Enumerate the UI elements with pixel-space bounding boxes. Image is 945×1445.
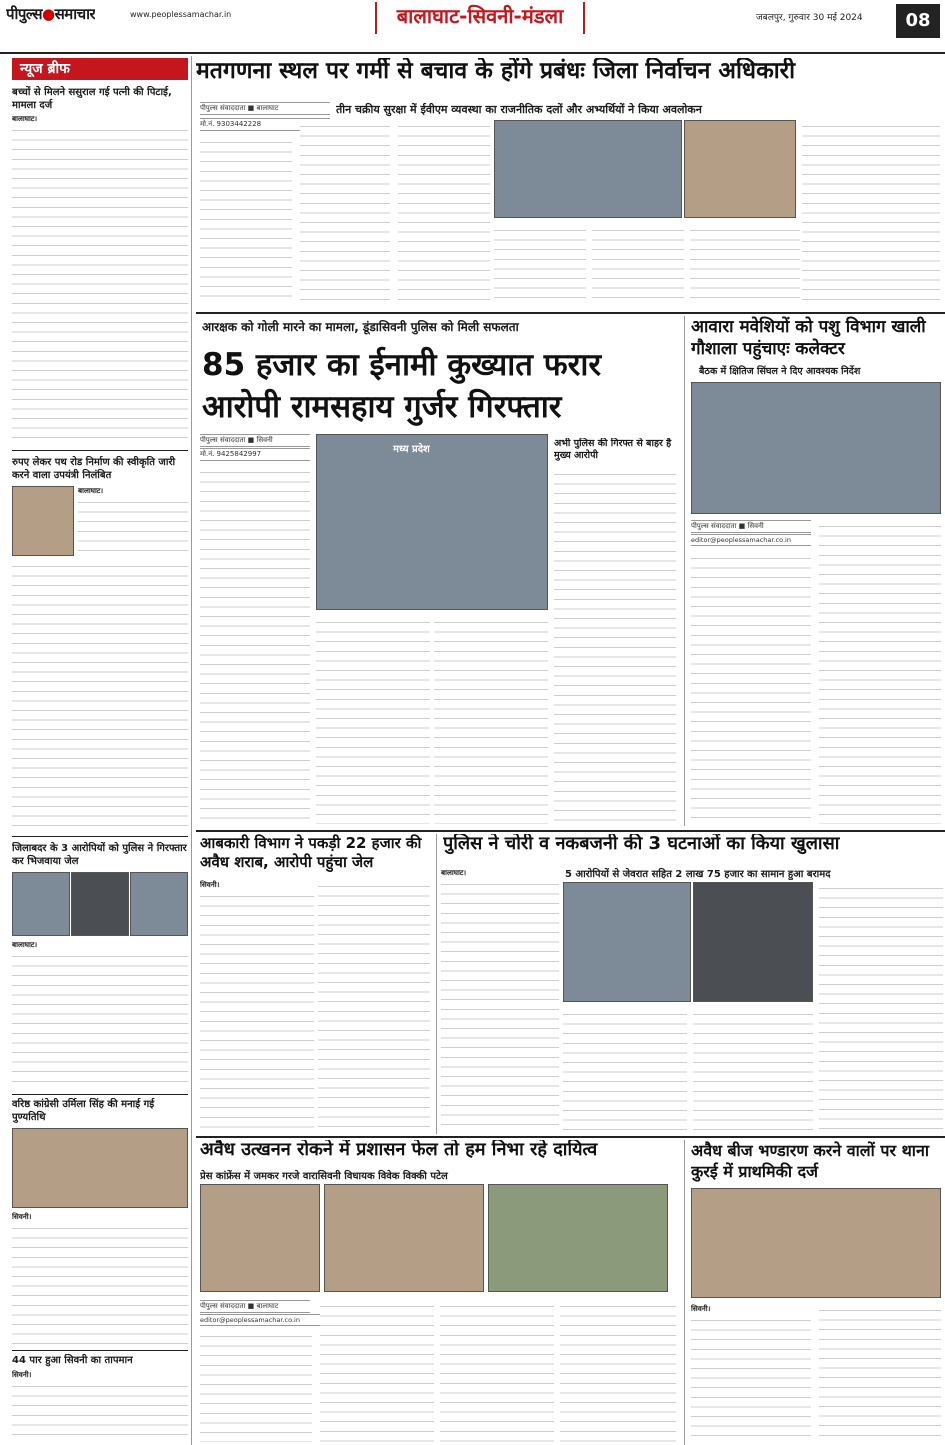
photo-banner: मध्य प्रदेश <box>393 444 430 455</box>
news-brief-label: न्यूज ब्रीफ <box>12 58 188 80</box>
byline-place: बालाघाट <box>256 104 279 112</box>
story2-body-col4 <box>554 468 676 824</box>
story4-dateline: सिवनी। <box>200 880 220 889</box>
story6-headline: अवैध उत्खनन रोकने में प्रशासन फेल तो हम निभा रहे दायित्व <box>200 1140 598 1160</box>
story1-headline: मतगणना स्थल पर गर्मी से बचाव के होंगे प्रबंधः जिला निर्वाचन अधिकारी <box>196 58 796 84</box>
brief-body-4 <box>12 1212 188 1348</box>
story1-body-col4 <box>494 224 586 304</box>
story4-body-col2 <box>318 880 430 1130</box>
divider <box>12 1094 188 1095</box>
story5-body-col4 <box>819 882 943 1130</box>
brief-body-1 <box>12 114 188 446</box>
story3-byline: पीपुल्स संवाददाता ■ सिवनी <box>691 520 811 533</box>
story7-body-col1 <box>691 1304 811 1442</box>
story6-byline: पीपुल्स संवाददाता ■ बालाघाट <box>200 1300 310 1313</box>
divider <box>196 830 945 832</box>
story2-body-col3 <box>434 616 548 824</box>
story-theft-cases <box>436 834 945 1134</box>
story2-body-col1 <box>200 466 310 824</box>
story3-deck: बैठक में क्षितिज सिंघल ने दिए आवश्यक निर्देश <box>699 366 861 377</box>
brief-title-2: रुपए लेकर पथ रोड निर्माण की स्वीकृति जारी करने वाला उपयंत्री निलंबित <box>12 457 176 481</box>
engineer-photo <box>12 486 74 556</box>
brief-title-3: जिलाबदर के 3 आरोपियों को पुलिस ने गिरफ्तार कर भिजवाया जेल <box>12 843 187 867</box>
newspaper-logo: पीपुल्स●समाचार <box>6 5 96 23</box>
accused-photo-3 <box>130 872 188 936</box>
story4-headline: आबकारी विभाग ने पकड़ी 22 हजार की अवैध शराब, आरोपी पहुंचा जेल <box>200 834 422 871</box>
story2-body-col2 <box>316 616 430 824</box>
story1-mobile: मो.नं. 9303442228 <box>200 118 330 131</box>
story-illegal-seeds <box>684 1140 945 1445</box>
story-excise-liquor <box>196 834 432 1134</box>
story3-email: editor@peoplessamachar.co.in <box>691 534 811 546</box>
brief-title-5: 44 पार हुआ सिवनी का तापमान <box>12 1355 133 1366</box>
story5-headline: पुलिस ने चोरी व नकबजनी की 3 घटनाओं का किया खुलासा <box>443 834 840 854</box>
story5-deck: 5 आरोपियों से जेवरात सहित 2 लाख 75 हजार का सामान हुआ बरामद <box>565 869 831 880</box>
story5-accused-photo <box>693 882 813 1002</box>
story3-meeting-photo <box>691 382 941 514</box>
story2-headline: 85 हजार का ईनामी कुख्यात फरार आरोपी रामसहाय गुर्जर गिरफ्तार <box>202 347 602 425</box>
brief-dateline-3: बालाघाट। <box>12 940 38 949</box>
story-reward-accused <box>196 316 680 826</box>
story2-kicker: आरक्षक को गोली मारने का मामला, डूंडासिवनी पुलिस को मिली सफलता <box>202 320 519 334</box>
story6-photo-3 <box>488 1184 668 1292</box>
story5-body-col3 <box>693 1008 813 1130</box>
story-election-prep <box>196 58 945 308</box>
story-stray-cattle <box>684 316 945 826</box>
news-brief-column <box>0 56 192 1445</box>
story1-photo-evm-2 <box>684 120 796 218</box>
story2-press-photo <box>316 434 548 610</box>
story1-photo-evm-1 <box>494 120 682 218</box>
story1-deck: तीन चक्रीय सुरक्षा में ईवीएम व्यवस्था का राजनीतिक दलों और अभ्यर्थियों ने किया अवलोकन <box>336 103 702 116</box>
website-url: www.peoplessamachar.in <box>130 10 232 19</box>
byline-reporter: पीपुल्स संवाददाता <box>200 436 246 444</box>
accused-photo-1 <box>12 872 70 936</box>
brief-body-2 <box>78 486 188 556</box>
story7-photo <box>691 1188 941 1298</box>
dateline: जबलपुर, गुरुवार 30 मई 2024 <box>756 13 863 23</box>
brief-body-5 <box>12 1370 188 1440</box>
byline-place: बालाघाट <box>256 1302 279 1310</box>
story6-deck: प्रेस कांफ्रेंस में जमकर गरजे वारासिवनी विधायक विवेक विक्की पटेल <box>200 1171 448 1182</box>
story4-body-col1 <box>200 880 314 1130</box>
story1-body-col5 <box>592 224 684 304</box>
region-title: बालाघाट-सिवनी-मंडला <box>375 2 585 34</box>
divider <box>196 1136 945 1138</box>
story5-police-photo-1 <box>563 882 691 1002</box>
brief-body-2b <box>12 560 188 830</box>
story7-body-col2 <box>819 1304 941 1442</box>
story1-body-col3 <box>398 120 490 304</box>
story6-email: editor@peoplessamachar.co.in <box>200 1314 320 1326</box>
brief-dateline-1: बालाघाट। <box>12 114 38 123</box>
page-number: 08 <box>896 4 940 38</box>
story3-body-col2 <box>819 520 941 824</box>
story1-body-col1 <box>200 136 292 304</box>
divider <box>12 450 188 451</box>
brief-dateline-2: बालाघाट। <box>78 486 104 495</box>
byline-place: सिवनी <box>747 522 764 530</box>
tribute-photo <box>12 1128 188 1208</box>
story5-body-col2 <box>563 1008 687 1130</box>
story1-body-col7 <box>690 224 800 304</box>
divider <box>12 836 188 837</box>
story5-body-col1 <box>441 868 559 1130</box>
story-illegal-mining <box>196 1140 680 1445</box>
story1-byline: पीपुल्स संवाददाता ■ बालाघाट <box>200 102 330 115</box>
divider <box>12 1350 188 1351</box>
brief-dateline-5: सिवनी। <box>12 1370 32 1379</box>
story1-body-col8 <box>802 120 940 304</box>
story6-body-col3 <box>440 1300 554 1442</box>
story7-headline: अवैध बीज भण्डारण करने वालों पर थाना कुरई में प्राथमिकी दर्ज <box>691 1141 929 1181</box>
story7-dateline: सिवनी। <box>691 1304 711 1313</box>
byline-reporter: पीपुल्स संवाददाता <box>691 522 737 530</box>
story3-headline: आवारा मवेशियों को पशु विभाग खाली गौशाला पहुंचाएः कलेक्टर <box>691 317 926 359</box>
brief-title-4: वरिष्ठ कांग्रेसी उर्मिला सिंह की मनाई गई पुण्यतिथि <box>12 1099 155 1123</box>
byline-reporter: पीपुल्स संवाददाता <box>200 104 246 112</box>
story6-photo-1 <box>200 1184 320 1292</box>
brief-title-1: बच्चों से मिलने ससुराल गई पत्नी की पिटाई, मामला दर्ज <box>12 87 172 111</box>
byline-reporter: पीपुल्स संवाददाता <box>200 1302 246 1310</box>
byline-place: सिवनी <box>256 436 273 444</box>
divider <box>196 312 945 314</box>
story1-body-col2 <box>300 120 390 304</box>
brief-dateline-4: सिवनी। <box>12 1212 32 1221</box>
story2-mobile: मो.नं. 9425842997 <box>200 448 310 461</box>
story5-dateline: बालाघाट। <box>441 868 467 877</box>
story2-byline: पीपुल्स संवाददाता ■ सिवनी <box>200 434 310 447</box>
story6-body-col2 <box>320 1300 434 1442</box>
story6-body-col4 <box>560 1300 676 1442</box>
brief-body-3 <box>12 940 188 1090</box>
story6-body-col1 <box>200 1330 312 1442</box>
accused-photo-2 <box>71 872 129 936</box>
story6-photo-2 <box>324 1184 484 1292</box>
masthead <box>0 0 945 54</box>
story2-sidebar-title: अभी पुलिस की गिरफ्त से बाहर है मुख्य आरोपी <box>554 438 672 461</box>
story3-body-col1 <box>691 552 811 824</box>
